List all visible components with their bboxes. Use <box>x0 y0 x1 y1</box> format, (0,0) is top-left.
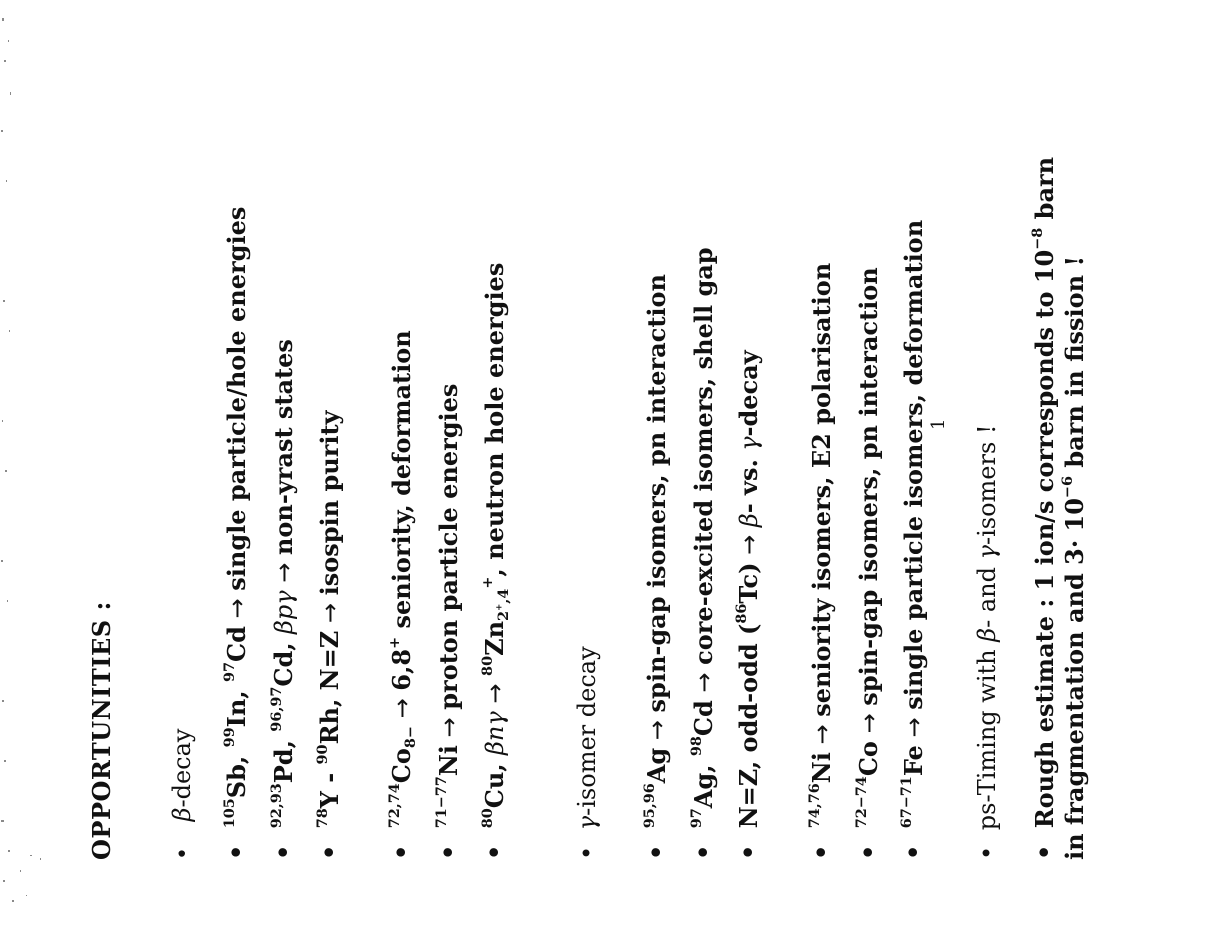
bullet: • <box>642 844 671 860</box>
list-item: • $^{105}$Sb, $^{99}$In, $^{97}$Cd → single particle/hole energies <box>221 206 251 860</box>
scan-edge-noise <box>0 0 60 925</box>
estimate-line-1: • Rough estimate : 1 ion/s corresponds to $10^{-8}$ barn <box>1029 156 1059 860</box>
list-item: • $^{78}$Y - $^{90}$Rh, N=Z → isospin purity <box>314 410 344 860</box>
bullet: • <box>573 845 601 860</box>
section-beta-decay <box>170 729 195 860</box>
bullet: • <box>222 844 251 860</box>
list-item: • N=Z, odd-odd ($^{86}$Tc) → β- vs. γ-decay <box>733 350 763 860</box>
estimate-line-2: in fragmentation and $3\cdot 10^{-6}$ barn in fission ! <box>1059 255 1089 860</box>
list-item: • $^{72-74}$Co → spin-gap isomers, pn interaction <box>853 267 883 860</box>
section-label: -isomer decay <box>573 646 601 816</box>
section-gamma-isomer <box>575 646 599 860</box>
bullet: • <box>171 847 196 860</box>
list-item: • $^{80}$Cu, $\beta n\gamma \to ^{80}Zn_{2^+,4}^+$, neutron hole energies <box>479 262 513 860</box>
list-item: • $^{92,93}$Pd, $^{96,97}$Cd, βpγ → non-yrast states <box>268 339 298 860</box>
bullet: • <box>899 844 928 860</box>
list-item: • $^{74,76}$Ni → seniority isomers, E2 polarisation <box>806 262 836 860</box>
bullet: • <box>734 844 763 860</box>
beta-symbol: β <box>168 807 196 822</box>
ps-timing-line: • ps-Timing with β- and γ-isomers ! <box>973 424 1001 860</box>
bullet: • <box>387 844 416 860</box>
bullet: • <box>269 844 298 860</box>
list-item: • $^{67-71}$Fe → single particle isomers, deformation <box>898 219 928 860</box>
list-item: • $^{95,96}$Ag → spin-gap isomers, pn interaction <box>641 274 671 860</box>
bullet: • <box>973 845 1001 860</box>
gamma-symbol: γ <box>573 815 601 831</box>
list-item: • $^{72,74}Co_{8-} \to 6,8^+$ seniority, deformation <box>386 330 420 860</box>
bullet: • <box>854 844 883 860</box>
bullet: • <box>434 844 463 860</box>
bullet: • <box>315 844 344 860</box>
bullet: • <box>807 844 836 860</box>
document-page <box>85 60 1145 860</box>
list-item: • $^{71-77}$Ni → proton particle energies <box>433 383 463 860</box>
page-number: 1 <box>928 418 949 430</box>
section-label: -decay <box>168 728 196 808</box>
bullet: • <box>1030 844 1059 860</box>
bullet: • <box>689 844 718 860</box>
page-heading: OPPORTUNITIES : <box>87 601 116 860</box>
bullet: • <box>480 844 509 860</box>
list-item: • $^{97}$Ag, $^{98}$Cd → core-excited isomers, shell gap <box>688 247 718 860</box>
